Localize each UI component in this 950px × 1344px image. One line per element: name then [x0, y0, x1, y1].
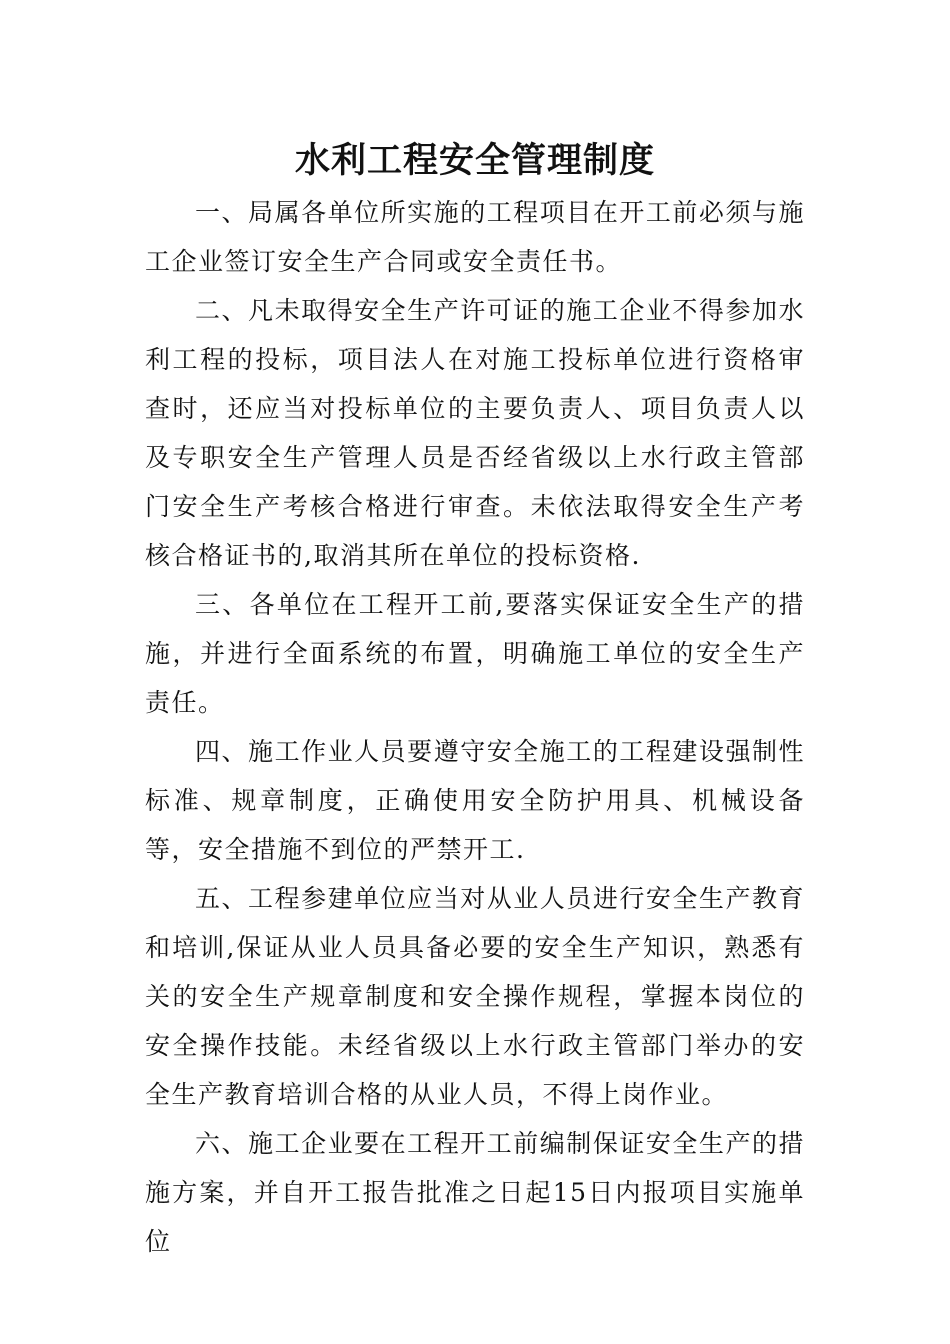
document-title: 水利工程安全管理制度 [294, 141, 655, 181]
paragraph-2: 二、凡未取得安全生产许可证的施工企业不得参加水利工程的投标，项目法人在对施工投标单位进行资格审查时，还应当对投标单位的主要负责人、项目负责人以及专职安全生产管理人员是否经省级以上水行政主管部门安全生产考核合格进行审查。未依法取得安全生产考核合格证书的,取消其所在单位的投标资格. [145, 296, 805, 570]
paragraph-1: 一、局属各单位所实施的工程项目在开工前必须与施工企业签订安全生产合同或安全责任书。 [145, 198, 805, 276]
document-body [145, 188, 805, 1266]
paragraph-3: 三、各单位在工程开工前,要落实保证安全生产的措施，并进行全面系统的布置，明确施工单位的安全生产责任。 [145, 590, 805, 717]
paragraph-6: 六、施工企业要在工程开工前编制保证安全生产的措施方案，并自开工报告批准之日起15日内报项目实施单位 [145, 1129, 805, 1256]
paragraph-4: 四、施工作业人员要遵守安全施工的工程建设强制性标准、规章制度，正确使用安全防护用具、机械设备等，安全措施不到位的严禁开工. [145, 737, 805, 864]
paragraph-5: 五、工程参建单位应当对从业人员进行安全生产教育和培训,保证从业人员具备必要的安全生产知识，熟悉有关的安全生产规章制度和安全操作规程，掌握本岗位的安全操作技能。未经省级以上水行政主管部门举办的安全生产教育培训合格的从业人员，不得上岗作业。 [145, 884, 805, 1109]
